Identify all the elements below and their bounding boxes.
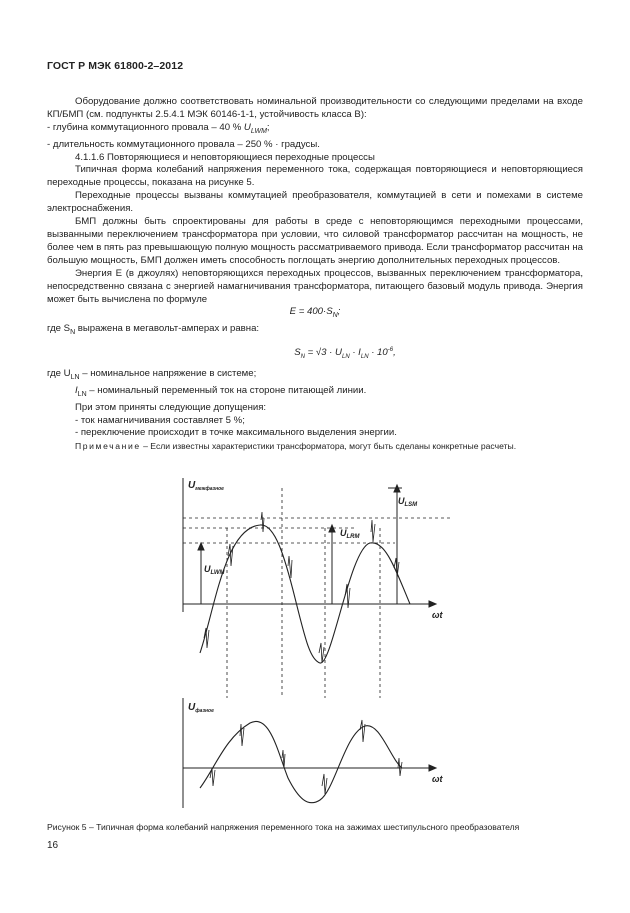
paragraph: где $S_N$ выражена в мегавольт-амперах и равна: bbox=[47, 323, 260, 337]
top-omega-t-label: ωt bbox=[432, 610, 443, 620]
formula-energy: $E = 400\cdot S_N$; bbox=[289, 306, 341, 320]
paragraph: Энергия E (в джоулях) неповторяющихся переходных процессов, вызванных переключением трансформатора, непосредственно связана с энергией намагничивания трансформатора, питающего базовый модуль привода. Энергия может быть вычислена по формуле bbox=[47, 267, 583, 305]
list-item: - глубина коммутационного провала – 40 % $U_{LWM}$; bbox=[47, 121, 270, 135]
bottom-omega-t-label: ωt bbox=[432, 774, 443, 784]
paragraph: БМП должны быть спроектированы для работы в среде с неповторяющимся переходными процессами, вызванными переключением трансформатора при условии, что силовой трансформатор рассчитан на мощность, не более чем в пять раз превышающую полную мощность рассматриваемого привода. Если трансформатор рассчитан на большую мощность, БМП должен иметь способность поглощать энергию дополнительных переходных процессов. bbox=[47, 216, 583, 266]
body-text bbox=[47, 96, 583, 453]
bottom-axis-label: $U_{фазное}$ bbox=[188, 702, 214, 714]
formula-power: $S_N = √3 \cdot U_{LN} \cdot I_{LN} \cdot 10^{-6}$, bbox=[294, 347, 396, 361]
u-lsm-label: $U_{LSM}$ bbox=[398, 496, 418, 508]
paragraph: Переходные процессы вызваны коммутацией преобразователя, коммутацией в сети и помехами в системе электроснабжения. bbox=[47, 190, 583, 215]
paragraph: При этом приняты следующие допущения: bbox=[75, 401, 267, 413]
page-number: 16 bbox=[47, 840, 59, 851]
section-heading: 4.1.1.6 Повторяющиеся и неповторяющиеся переходные процессы bbox=[75, 151, 375, 163]
paragraph: $I_{LN}$ – номинальный переменный ток на стороне питающей линии. bbox=[75, 384, 367, 398]
note: Примечание – Если известны характеристики трансформатора, могут быть сделаны конкретные расчеты. bbox=[75, 441, 517, 452]
top-axis-label: $U_{межфазное}$ bbox=[188, 480, 224, 492]
paragraph: Типичная форма колебаний напряжения переменного тока, содержащая повторяющиеся и неповторяющиеся переходные процессы, показана на рисунке 5. bbox=[47, 164, 583, 189]
top-waveform bbox=[200, 525, 410, 663]
list-item: - переключение происходит в точке максимального выделения энергии. bbox=[75, 427, 397, 439]
waveform-figure bbox=[170, 468, 460, 818]
paragraph: где $U_{LN}$ – номинальное напряжение в системе; bbox=[47, 368, 257, 381]
figure-caption: Рисунок 5 – Типичная форма колебаний напряжения переменного тока на зажимах шестипульсного преобразователя bbox=[47, 822, 520, 832]
list-item: - ток намагничивания составляет 5 %; bbox=[75, 414, 245, 426]
u-lwm-label: $U_{LWM}$ bbox=[204, 564, 225, 576]
bottom-waveform bbox=[200, 721, 402, 802]
paragraph: Оборудование должно соответствовать номинальной производительности со следующими пределами на входе КП/БМП (см. подпункты 2.5.4.1 МЭК 60146-1-1, устойчивость класса B): bbox=[47, 96, 583, 120]
u-lrm-label: $U_{LRM}$ bbox=[340, 528, 360, 540]
list-item: - длительность коммутационного провала – 250 % · градусы. bbox=[47, 138, 320, 150]
page-header: ГОСТ Р МЭК 61800-2–2012 bbox=[47, 60, 184, 72]
